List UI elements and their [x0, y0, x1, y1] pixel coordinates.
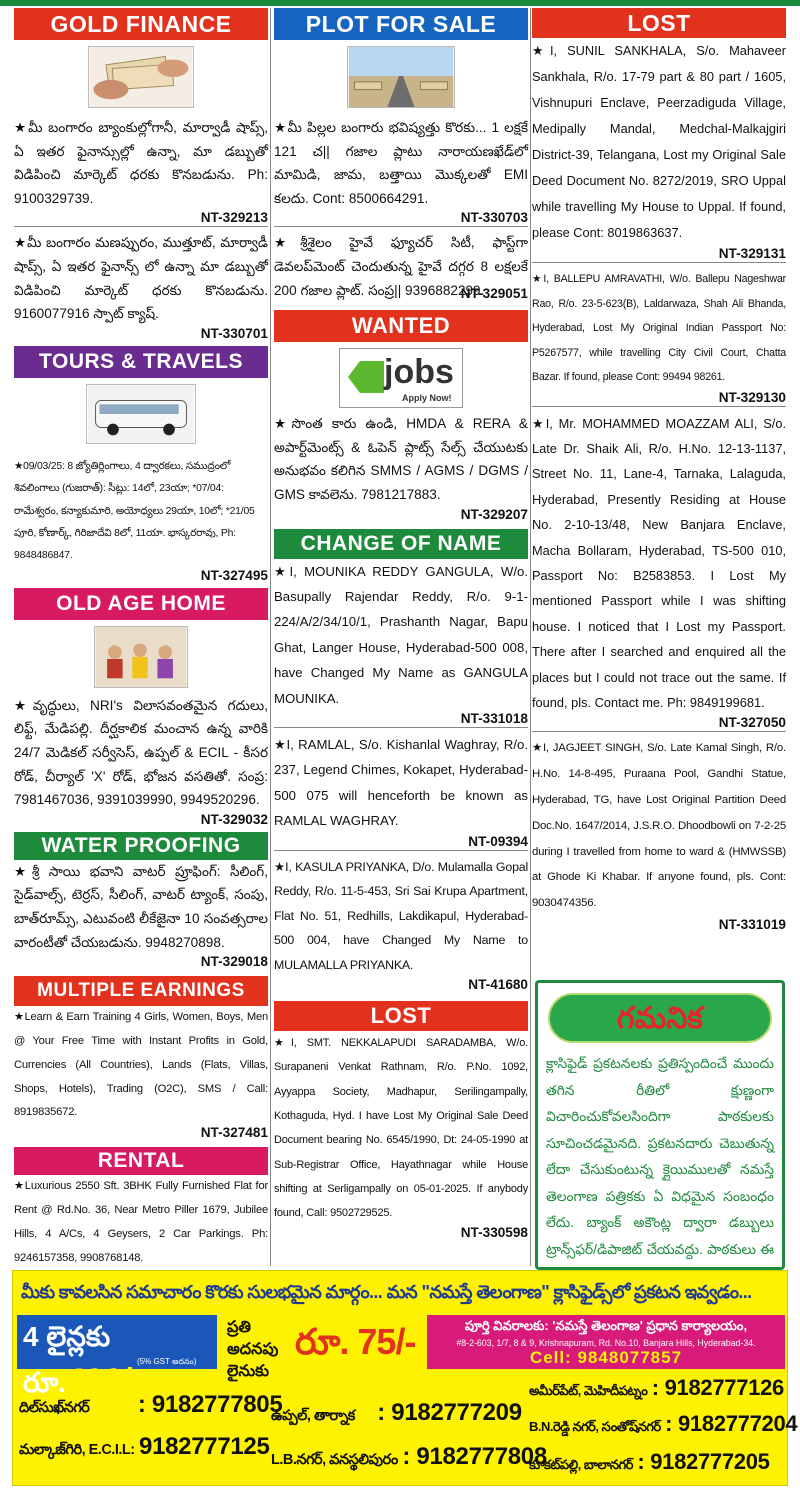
- phone-uppal: [271, 1399, 522, 1428]
- wanted-header: WANTED: [274, 310, 528, 342]
- bus-image: [86, 384, 196, 444]
- change-name-ad-1: ★I, MOUNIKA REDDY GANGULA, W/o. Basupally Rajendar Reddy, R/o. 9-1-224/A/2/34/10/1, Prashanth Nagar, Bapu Ghat, Langer House, Hyderabad-500 008, have Changed My Name as GANGULA MOUNIKA.: [274, 563, 528, 706]
- lost-header-col3: LOST: [532, 8, 786, 38]
- notice-title: గమనిక: [548, 993, 772, 1043]
- plot-ad-1: ★మీ పిల్లల బంగారు భవిష్యత్తు కొరకు... 1 లక్షకే 121 చ|| గజాల ప్లాటు నారాయణఖేడ్‌లో మామిడి, జామ, బత్తాయి మొక్కలతో EMI కలదు. Cont: 8500664291.: [274, 120, 528, 206]
- column-1: [14, 8, 268, 1286]
- phone-number: : 9182777204: [665, 1411, 798, 1436]
- lost-col3-ad-2-ref: NT-329130: [532, 390, 786, 407]
- phone-number: : 9182777805: [137, 1391, 283, 1418]
- water-proofing-ad: ★శ్రీ సాయి భవాని వాటర్ ప్రూఫింగ్: సీలింగ్, సైడ్‌వాల్స్, టెర్రస్, సీలింగ్, వాటర్ ట్యాంక్, సంపు, బాత్‌రూమ్స్, ఎటువంటి లీకేజైనా 10 సంవత్సరాల వారంటీతో చేయబడును. 9948270898.: [14, 863, 268, 950]
- phone-area: మల్కాజ్‌గిరి, E.C.I.L:: [19, 1442, 135, 1458]
- change-name-ad-3: ★I, KASULA PRIYANKA, D/o. Mulamalla Gopal Reddy, R/o. 11-5-453, Sri Sai Krupa Apartment, Flat No. 51, Redhills, Lakdikapul, Hyderabad-500 004, have Changed My Name to MULAMALLA PRIYANKA.: [274, 859, 528, 972]
- lost-col3-ad-3: ★I, Mr. MOHAMMED MOAZZAM ALI, S/o. Late Dr. Shaik Ali, R/o. H.No. 12-13-1137, Street No. 11, Lane-4, Tarnaka, Lalaguda, Hyderabad, Presently Residing at House No. 2-10-13/48, New Banjara Enclave, Macha Bollaram, Hyderabad, TS-500 010, Passport No: B2583853. I Lost My mentioned Passport while I was shifting house. I noticed that I Lost my Passport. There after I searched and enquired all the places but I could not trace out the same. If found, pls. Contact me. Ph: 9849199681.: [532, 415, 786, 710]
- lost-col3-ad-2: ★I, BALLEPU AMRAVATHI, W/o. Ballepu Nageshwar Rao, R/o. 23-5-623(B), Laldarwaza, Shah Ali Bhanda, Hyderabad, Lost My Original Indian Passport No: P5267577, while travelling City Civil Court, Chatta Bazar. If found, please Cont: 99494 98261.: [532, 273, 786, 383]
- lost-col3-ad-4: ★I, JAGJEET SINGH, S/o. Late Kamal Singh, R/o. H.No. 14-8-495, Puraana Pool, Gandhi Statue, Hyderabad, TG, have Lost Original Partition Deed Doc.No. 1647/2014, J.S.R.O. Dhoodbowli on 7-2-25 during I travelled from home to ward & (HMWSSB) at Ghode Ki Khabar. If anyone found, pls. Cont: 9030474356.: [532, 742, 786, 910]
- wanted-ref: NT-329207: [460, 506, 528, 522]
- price-prefix: 4 లైన్లకు రూ.: [23, 1321, 111, 1398]
- lost-col3-ad-3-ref: NT-327050: [532, 715, 786, 732]
- gold-ad-1-ref: NT-329213: [14, 210, 268, 227]
- phone-bn-reddy: [529, 1411, 797, 1438]
- gold-ad-1: ★మీ బంగారం బ్యాంకుల్లోగానీ, మార్వాడీ షాప్స్, ఏ ఇతర ఫైనాన్సుల్లో ఉన్నా, మా డబ్బుతో విడిపించి మార్కెట్ ధరకు కొనబడును. Ph: 9100329739.: [14, 120, 268, 206]
- multiple-earnings-ad: ★Learn & Earn Training 4 Girls, Women, Boys, Men @ Your Free Time with Instant Profits in Gold, Currencies (All Countries), Lands (Flats, Villas, Shops, Hotels), Trading (O2C), SMS / Call: 8919835672.: [14, 1011, 268, 1119]
- change-of-name-header: CHANGE OF NAME: [274, 529, 528, 559]
- change-name-ad-2: ★I, RAMLAL, S/o. Kishanlal Waghray, R/o. 237, Legend Chimes, Kokapet, Hyderabad-500 075 will henceforth be known as RAMLAL WAGHRAY.: [274, 736, 528, 829]
- plot-sale-header: PLOT FOR SALE: [274, 8, 528, 40]
- lost-col3-ad-1-ref: NT-329131: [532, 246, 786, 263]
- phone-lb-nagar: [271, 1443, 547, 1472]
- price-gst: (5% GST అదనం): [137, 1357, 197, 1366]
- office-address: #8-2-603, 1/7, 8 & 9, Krishnapuram, Rd. No.10, Banjara Hills, Hyderabad-34.: [456, 1338, 756, 1348]
- old-age-header: OLD AGE HOME: [14, 588, 268, 620]
- wanted-ad: ★సొంత కారు ఉండి, HMDA & RERA & అపార్ట్‌మెంట్స్ & ఓపెన్ ప్లాట్స్ సేల్స్ చేయుటకు అనుభవం కలిగిన SMMS / AGMS / DGMS / GMS కావలెను. 7981217883.: [274, 416, 528, 502]
- tours-header: TOURS & TRAVELS: [14, 346, 268, 378]
- lost-ad-col2-ref: NT-330598: [460, 1225, 528, 1241]
- jobs-logo: [339, 348, 463, 408]
- top-color-strip: [0, 0, 800, 6]
- water-proofing-header: WATER PROOFING: [14, 832, 268, 860]
- price-box: [17, 1315, 217, 1400]
- phone-number: 9182777125: [139, 1433, 270, 1460]
- column-divider-1: [270, 8, 271, 1266]
- rental-ad: ★Luxurious 2550 Sft. 3BHK Fully Furnished Flat for Rent @ Rd.No. 36, Near Metro Piller 1679, Jubilee Hills, 4 A/Cs, 4 Geysers, 2 Car Parkings. Ph: 9246157358, 9908768148.: [14, 1180, 268, 1264]
- column-divider-2: [530, 8, 531, 1266]
- price-value: 400/-: [66, 1362, 144, 1400]
- office-box: [427, 1315, 785, 1369]
- phone-area: దిల్‌సుఖ్‌నగర్: [19, 1400, 90, 1416]
- plot-ad-2: ★శ్రీశైలం హైవే ఫ్యూచర్ సిటీ, ఫాస్ట్‌గా డెవలప్‌మెంట్ చెందుతున్న హైవే దగ్గర 8 లక్షలకే 200 గజాల ప్లాట్. సంప్ర|| 9396882299.: [274, 235, 528, 298]
- change-name-ad-2-ref: NT-09394: [274, 834, 528, 851]
- office-title: పూర్తి వివరాలకు: 'నమస్తే తెలంగాణ' ప్రధాన కార్యాలయం,: [464, 1318, 748, 1333]
- water-proofing-ref: NT-329018: [200, 954, 268, 970]
- phone-kukatpally: [529, 1449, 770, 1476]
- change-name-ad-3-ref: NT-41680: [468, 977, 528, 993]
- lost-col3-ad-4-ref: NT-331019: [718, 916, 786, 932]
- tours-ref: NT-327495: [200, 567, 268, 583]
- cash-hands-image: [88, 46, 194, 108]
- plot-ad-1-ref: NT-330703: [274, 210, 528, 227]
- office-cell: Cell: 9848077857: [529, 1348, 683, 1367]
- phone-number: : 9182777126: [651, 1375, 784, 1400]
- extra-line-label: ప్రతి అదనపు లైనుకు: [227, 1319, 279, 1380]
- jobs-logo-text: jobs: [384, 353, 454, 392]
- rental-header: RENTAL: [14, 1147, 268, 1175]
- lost-header-col2: LOST: [274, 1001, 528, 1031]
- phone-number: : 9182777209: [377, 1399, 522, 1426]
- footer-tagline: మీకు కావలసిన సమాచారం కొరకు సులభమైన మార్గం... మన "నమస్తే తెలంగాణ" క్లాసిఫైడ్స్‌లో ప్రకటన ఇవ్వడం...: [21, 1282, 752, 1302]
- phone-area: కూకట్‌పల్లి, బాలానగర్: [529, 1457, 633, 1472]
- extra-line-price: రూ. 75/-: [295, 1321, 416, 1362]
- gold-ad-2: ★మీ బంగారం మణప్పురం, ముత్తూట్, మార్వాడీ షాప్స్, ఏ ఇతర ఫైనాన్స్ లో ఉన్నా మా డబ్బుతో విడిపించి మార్కెట్ ధరకు కొనబడును. 9160077916 స్పాట్ క్యాష్.: [14, 235, 268, 322]
- gold-finance-header: GOLD FINANCE: [14, 8, 268, 40]
- green-tag-icon: [348, 361, 384, 393]
- phone-area: అమీర్‌పేట్, మెహిదీపట్నం: [529, 1383, 648, 1398]
- phone-number: : 9182777205: [637, 1449, 770, 1474]
- phone-area: B.N.రెడ్డి నగర్, సంతోష్‌నగర్: [529, 1419, 661, 1434]
- column-3: [532, 8, 786, 933]
- multiple-earnings-header: MULTIPLE EARNINGS: [14, 976, 268, 1006]
- phone-dilsukhnagar: [19, 1391, 282, 1420]
- change-name-ad-1-ref: NT-331018: [274, 711, 528, 728]
- footer-banner: [12, 1270, 798, 1486]
- jobs-logo-subtext: Apply Now!: [402, 393, 452, 404]
- phone-area: L.B.నగర్, వనస్థలిపురం: [271, 1452, 398, 1468]
- column-2: [274, 8, 528, 1241]
- notice-body: క్లాసిఫైడ్ ప్రకటనలకు ప్రతిస్పందించే ముందు తగిన రీతిలో క్షుణ్ణంగా విచారించుకోవలసిందిగా పాఠకులకు సూచించడమైనది. ప్రకటనదారు చెబుతున్న లేదా చేసుకుంటున్న క్లైయిములతో నమస్తే తెలంగాణ పత్రికకు ఏ విధమైన సంబంధం లేదు. బ్యాంక్ అకౌంట్ల ద్వారా డబ్బులు ట్రాన్స్‌ఫర్/డిపాజిట్ చేయవద్దు. పాఠకులు ఈ: [546, 1056, 774, 1257]
- phone-number: : 9182777808: [402, 1443, 547, 1470]
- phone-malkajgiri: [19, 1433, 270, 1462]
- tours-ad: ★09/03/25: 8 జ్యోతిర్లింగాలు, 4 ద్వారకలు, సముద్రంలో శివలింగాలు (గుజరాత్): సీట్లు: 14లో, 23యా; *07/04: రామేశ్వరం, కన్యాకుమారి, అయోధ్యలు 29యా, 10లో; *21/05 పూరి, కోణార్క్, గిరిజాదేవి 8లో, 11యా. భాస్కరరావు, Ph: 9848486847.: [14, 460, 255, 562]
- plot-ad-2-ref: NT-329051: [460, 286, 528, 302]
- elderly-group-image: [94, 626, 188, 688]
- lost-ad-col2: ★I, SMT. NEKKALAPUDI SARADAMBA, W/o. Surapaneni Venkat Rathnam, R/o. P.No. 1092, Ayyappa Society, Madhapur, Serilingampally, Kothaguda, Hyd. I have Lost My Original Sale Deed Document bearing No. 6545/1990, Dt: 24-05-1990 at Sub-Registrar Office, Hayathnagar while House shifting at Serligampally on 05-01-2025. If anybody found, Call: 9502729525.: [274, 1037, 528, 1220]
- old-age-ad: ★వృద్ధులు, NRI's విలాసవంతమైన గదులు, లిఫ్ట్, మేడిపల్లి. దీర్ఘకాలిక మంచాన ఉన్న వారికి 24/7 మెడికల్ సర్వీసెస్, ఉప్పల్ & ECIL - కీసర రోడ్, చీర్యాల్ 'X' రోడ్, భోజన వసతితో. సంప్ర: 7981467036, 9391039990, 9949520296.: [14, 697, 268, 808]
- gold-ad-2-ref: NT-330701: [200, 325, 268, 341]
- plot-layout-image: [347, 46, 455, 108]
- phone-ameerpet: [529, 1375, 784, 1402]
- multiple-earnings-ref: NT-327481: [200, 1125, 268, 1141]
- lost-col3-ad-1: ★I, SUNIL SANKHALA, S/o. Mahaveer Sankhala, R/o. 17-79 part & 80 part / 1605, Vishnupuri Enclave, Peerzadiguda Village, Medipally Mandal, Medchal-Malkajgiri District-39, Telangana, Lost my Original Sale Deed Document No. 8272/2019, SRO Uppal while travelling My House to Uppal. If found, please Cont: 8019863637.: [532, 43, 786, 240]
- old-age-ref: NT-329032: [200, 811, 268, 827]
- notice-box: [535, 980, 785, 1270]
- phone-area: ఉప్పల్, తార్నాక: [271, 1408, 355, 1424]
